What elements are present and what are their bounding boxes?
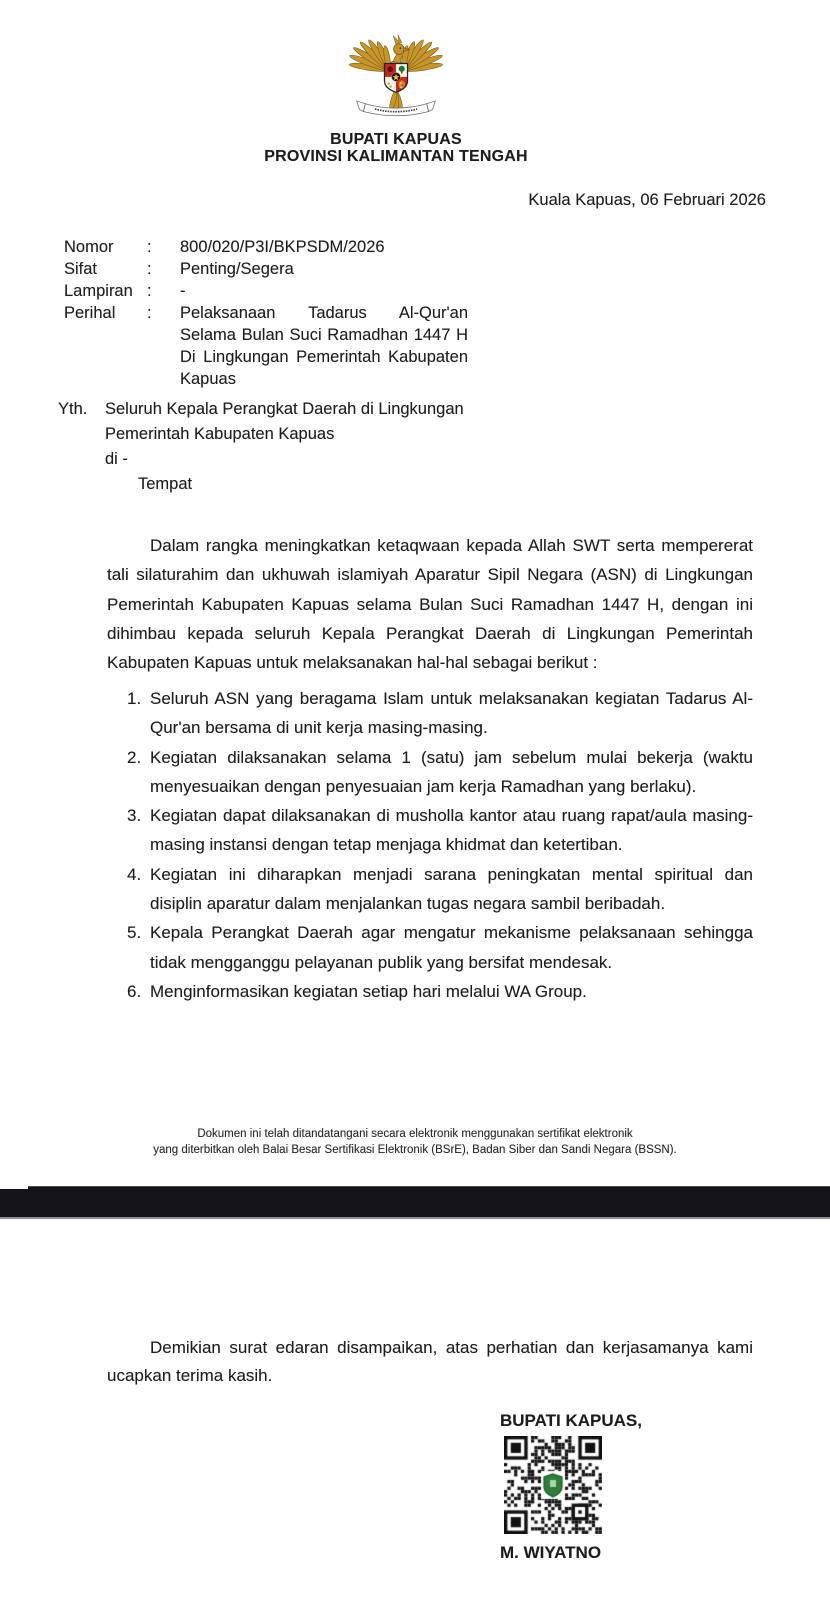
opening-paragraph: Dalam rangka meningkatkan ketaqwaan kepada Allah SWT serta mempererat tali silaturahim dan ukhuwah islamiyah Aparatur Sipil Negara (ASN) di Lingkungan Pemerintah Kabupaten Kapuas selama Bulan Suci Ramadhan 1447 H, dengan ini dihimbau kepada seluruh Kepala Perangkat Daerah di Lingkungan Pemerintah Kabupaten Kapuas untuk melaksanakan hal-hal sebagai berikut : [107,536,753,673]
addressee-line: Seluruh Kepala Perangkat Daerah di Lingkungan [105,400,464,418]
closing-paragraph: Demikian surat edaran disampaikan, atas perhatian dan kerjasamanya kami ucapkan terima kasih. [107,1338,753,1385]
list-item [127,801,753,860]
date-line: Kuala Kapuas, 06 Februari 2026 [528,191,766,209]
meta-value: Pelaksanaan Tadarus Al-Qur'an Selama Bulan Suci Ramadhan 1447 H Di Lingkungan Pemerintah Kabupaten Kapuas [180,304,468,388]
list-item-text: Kegiatan ini diharapkan menjadi sarana peningkatan mental spiritual dan disiplin aparatur dalam menjalankan tugas negara sambil beribadah. [150,864,753,914]
list-item-number: 2. [127,747,142,767]
signatory-title: BUPATI KAPUAS, [500,1411,642,1430]
meta-value: Penting/Segera [180,260,294,278]
meta-label: Perihal [64,304,116,322]
garuda-head [394,44,405,55]
meta-label: Lampiran [64,282,133,300]
page-separator-bar [0,1186,830,1219]
meta-value: - [180,282,186,300]
meta-value: 800/020/P3I/BKPSDM/2026 [180,238,385,256]
meta-colon: : [147,238,152,256]
meta-colon: : [147,260,152,278]
list-item [127,977,753,1006]
list-item-text: Kepala Perangkat Daerah agar mengatur mekanisme pelaksanaan sehingga tidak mengganggu pelayanan publik yang bersifat mendesak. [150,923,753,972]
esign-notice-line: yang diterbitkan oleh Balai Besar Sertifikasi Elektronik (BSrE), Badan Siber dan Sandi Negara (BSSN). [153,1144,677,1156]
garuda-eye [399,47,401,49]
garuda-crest [393,35,402,45]
addressee-block [58,397,464,497]
list-item-number: 6. [127,981,142,1001]
meta-row-sifat [64,258,624,280]
instruction-list [127,684,753,1006]
list-item-number: 1. [127,689,142,708]
garuda-pancasila-emblem [348,24,444,126]
list-item-number: 3. [127,806,142,826]
addressee-line: Pemerintah Kabupaten Kapuas [105,425,335,443]
esign-notice [0,1126,830,1158]
meta-colon: : [147,304,152,322]
addressee-line: Tempat [138,475,193,493]
list-item-text: Seluruh ASN yang beragama Islam untuk melaksanakan kegiatan Tadarus Al-Qur'an bersama di unit kerja masing-masing. [150,689,753,738]
meta-row-perihal [64,302,624,390]
addressee-salutation: Yth. [58,400,88,418]
meta-row-lampiran [64,280,624,302]
list-item-text: Kegiatan dilaksanakan selama 1 (satu) jam sebelum mulai bekerja (waktu menyesuaikan dengan penyesuaian jam kerja Ramadhan yang berlaku). [150,747,753,796]
pancasila-shield [384,63,407,92]
meta-row-nomor [64,236,624,258]
list-item-number: 5. [127,923,142,943]
list-item [127,684,753,743]
meta-colon: : [147,282,152,300]
letterhead-province: PROVINSI KALIMANTAN TENGAH [264,148,528,165]
signatory-name: M. WIYATNO [500,1543,602,1562]
list-item-number: 4. [127,864,142,884]
qr-signature-code [504,1436,602,1534]
meta-label: Nomor [64,238,114,256]
list-item [127,918,753,977]
list-item [127,743,753,802]
addressee-lines [105,397,464,497]
letterhead-office: BUPATI KAPUAS [330,131,462,148]
letterhead [0,131,792,165]
letter-meta [64,236,624,390]
addressee-line: di - [105,450,128,468]
esign-notice-line: Dokumen ini telah ditandatangani secara elektronik menggunakan sertifikat elektronik [197,1128,633,1140]
meta-label: Sifat [64,260,98,278]
list-item-text: Kegiatan dapat dilaksanakan di musholla kantor atau ruang rapat/aula masing-masing instansi dengan tetap menjaga khidmat dan ketertiban. [150,806,753,855]
list-item [127,860,753,919]
list-item-text: Menginformasikan kegiatan setiap hari melalui WA Group. [150,981,587,1001]
